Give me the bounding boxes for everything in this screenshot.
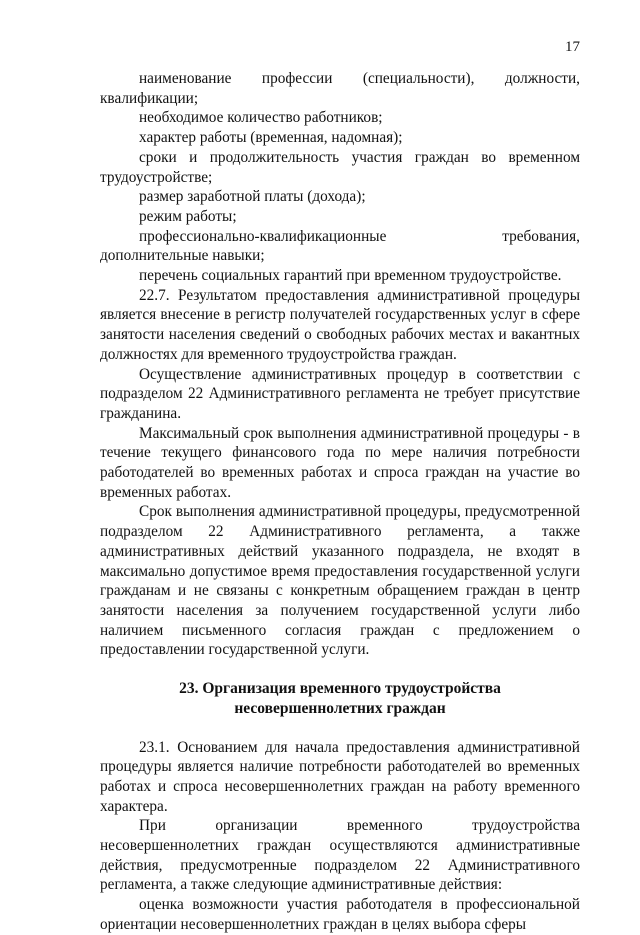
paragraph: При организации временного трудоустройства несовершеннолетних граждан осуществляются административные действия, предусмотренные подразделом 22 Административного регламента, а также следующие административные действия: [100,817,580,894]
page-number: 17 [565,39,580,55]
paragraph: 22.7. Результатом предоставления административной процедуры является внесение в регистр получателей государственных услуг в сфере занятости населения сведений о свободных рабочих местах и вакантных должностях для временного трудоустройства граждан. [100,286,580,363]
paragraph: режим работы; [139,207,237,225]
paragraph: профессионально-квалификационные требования, дополнительные навыки; [100,227,580,265]
section-heading [100,679,580,718]
paragraph: размер заработной платы (дохода); [139,188,366,206]
paragraph: необходимое количество работников; [139,109,383,127]
paragraph: оценка возможности участия работодателя в профессиональной ориентации несовершеннолетних граждан в целях выбора сферы [100,896,580,933]
paragraph: Максимальный срок выполнения административной процедуры - в течение текущего финансового года по мере наличия потребности работодателей во временных работах и спроса граждан на участие во временных работах. [100,424,580,501]
paragraph: перечень социальных гарантий при временном трудоустройстве. [139,267,562,285]
document-body [100,69,580,935]
paragraph: Срок выполнения административной процедуры, предусмотренной подразделом 22 Административного регламента, а также административных действий указанного подраздела, не входят в максимально допустимое время предоставления государственной услуги гражданам и не связаны с конкретным обращением граждан в центр занятости населения за получением государственной услуги либо наличием письменного согласия граждан с предложением о предоставлении государственной услуги. [100,503,580,659]
section-heading-line: несовершеннолетних граждан [234,699,446,717]
paragraph: наименование профессии (специальности), должности, квалификации; [100,70,580,107]
paragraph: характер работы (временная, надомная); [139,129,403,147]
paragraph: Осуществление административных процедур в соответствии с подразделом 22 Административного регламента не требует присутствие гражданина. [100,365,580,422]
section-heading-line: 23. Организация временного трудоустройства [179,680,501,698]
paragraph: сроки и продолжительность участия граждан во временном трудоустройстве; [100,148,580,186]
paragraph: 23.1. Основанием для начала предоставления административной процедуры является наличие потребности работодателей во временных работах и спроса несовершеннолетних граждан на работу временного характера. [100,738,580,815]
